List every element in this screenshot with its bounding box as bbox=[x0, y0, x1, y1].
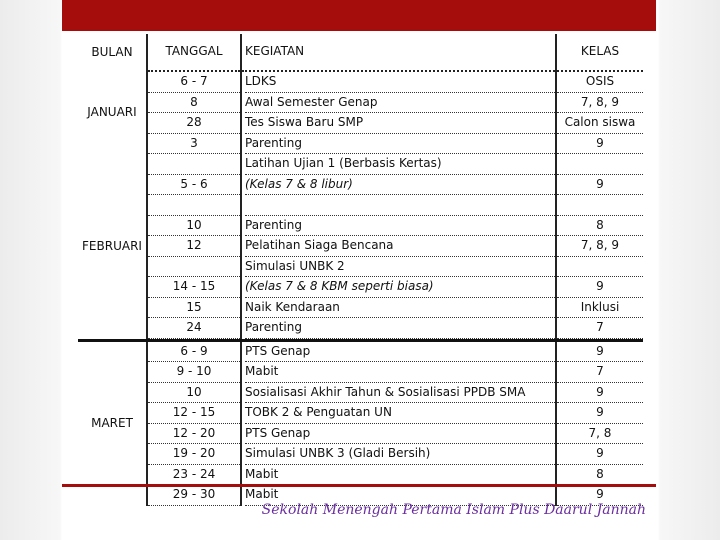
kegiatan-line: Awal Semester Genap bbox=[245, 93, 555, 114]
tanggal-line: 14 - 15 bbox=[148, 277, 240, 298]
kegiatan-cell bbox=[241, 71, 556, 154]
header-bar bbox=[62, 0, 656, 31]
tanggal-line: 9 - 10 bbox=[148, 362, 240, 383]
month-group-maret bbox=[78, 340, 643, 506]
header-bulan: BULAN bbox=[78, 34, 147, 71]
kegiatan-line: Parenting bbox=[245, 318, 555, 339]
kegiatan-line: Simulasi UNBK 3 (Gladi Bersih) bbox=[245, 444, 555, 465]
kegiatan-line: TOBK 2 & Penguatan UN bbox=[245, 403, 555, 424]
kelas-line bbox=[557, 257, 643, 278]
tanggal-line: 6 - 9 bbox=[148, 342, 240, 363]
tanggal-line: 12 bbox=[148, 236, 240, 257]
tanggal-line bbox=[148, 154, 240, 175]
kegiatan-line: PTS Genap bbox=[245, 342, 555, 363]
kegiatan-line: Mabit bbox=[245, 362, 555, 383]
kegiatan-line: PTS Genap bbox=[245, 424, 555, 445]
kelas-line: 7 bbox=[557, 362, 643, 383]
kelas-line: 7, 8 bbox=[557, 424, 643, 445]
kelas-line bbox=[557, 195, 643, 216]
tanggal-cell bbox=[147, 340, 241, 506]
kegiatan-line: Sosialisasi Akhir Tahun & Sosialisasi PPDB SMA bbox=[245, 383, 555, 404]
kelas-line: 9 bbox=[557, 383, 643, 404]
kegiatan-cell bbox=[241, 154, 556, 340]
kelas-line: 9 bbox=[557, 175, 643, 196]
kelas-line bbox=[557, 154, 643, 175]
kegiatan-line: Tes Siswa Baru SMP bbox=[245, 113, 555, 134]
month-group-februari bbox=[78, 154, 643, 340]
kegiatan-line: Pelatihan Siaga Bencana bbox=[245, 236, 555, 257]
kegiatan-note: (Kelas 7 & 8 libur) bbox=[245, 175, 555, 196]
kelas-cell bbox=[556, 71, 643, 154]
kelas-line: Inklusi bbox=[557, 298, 643, 319]
kelas-line: 8 bbox=[557, 216, 643, 237]
kegiatan-line: Latihan Ujian 1 (Berbasis Kertas) bbox=[245, 154, 555, 175]
kegiatan-line: Mabit bbox=[245, 465, 555, 486]
kelas-line: 7, 8, 9 bbox=[557, 93, 643, 114]
header-row bbox=[78, 34, 643, 71]
kegiatan-line: LDKS bbox=[245, 72, 555, 93]
header-kegiatan: KEGIATAN bbox=[241, 34, 556, 71]
kegiatan-line: Mabit bbox=[245, 485, 555, 506]
tanggal-line bbox=[148, 257, 240, 278]
kelas-line: 9 bbox=[557, 444, 643, 465]
kegiatan-cell bbox=[241, 340, 556, 506]
month-group-januari bbox=[78, 71, 643, 154]
tanggal-cell bbox=[147, 71, 241, 154]
school-name-footer: Sekolah Menengah Pertama Islam Plus Daarul Jannah bbox=[261, 502, 646, 518]
month-label: FEBRUARI bbox=[78, 154, 147, 340]
kelas-line: 9 bbox=[557, 134, 643, 155]
tanggal-line: 15 bbox=[148, 298, 240, 319]
tanggal-line: 5 - 6 bbox=[148, 175, 240, 196]
tanggal-line: 12 - 20 bbox=[148, 424, 240, 445]
tanggal-line: 28 bbox=[148, 113, 240, 134]
tanggal-line: 24 bbox=[148, 318, 240, 339]
kelas-line: 9 bbox=[557, 485, 643, 506]
month-label: JANUARI bbox=[78, 71, 147, 154]
tanggal-line: 6 - 7 bbox=[148, 72, 240, 93]
tanggal-line: 19 - 20 bbox=[148, 444, 240, 465]
tanggal-line: 10 bbox=[148, 216, 240, 237]
kelas-line: 9 bbox=[557, 403, 643, 424]
kelas-line: 8 bbox=[557, 465, 643, 486]
kegiatan-line: Parenting bbox=[245, 216, 555, 237]
tanggal-line: 10 bbox=[148, 383, 240, 404]
header-tanggal: TANGGAL bbox=[147, 34, 241, 71]
kelas-line: 7, 8, 9 bbox=[557, 236, 643, 257]
kelas-line: OSIS bbox=[557, 72, 643, 93]
schedule-table bbox=[78, 34, 643, 506]
kegiatan-line: Naik Kendaraan bbox=[245, 298, 555, 319]
tanggal-line: 23 - 24 bbox=[148, 465, 240, 486]
kelas-line: Calon siswa bbox=[557, 113, 643, 134]
kelas-line: 9 bbox=[557, 342, 643, 363]
tanggal-line: 8 bbox=[148, 93, 240, 114]
kelas-line: 7 bbox=[557, 318, 643, 339]
kegiatan-line bbox=[245, 195, 555, 216]
footer-rule bbox=[62, 484, 656, 487]
kelas-line: 9 bbox=[557, 277, 643, 298]
header-kelas: KELAS bbox=[556, 34, 643, 71]
kelas-cell bbox=[556, 340, 643, 506]
tanggal-line: 12 - 15 bbox=[148, 403, 240, 424]
kelas-cell bbox=[556, 154, 643, 340]
month-label: MARET bbox=[78, 340, 147, 506]
kegiatan-line: Parenting bbox=[245, 134, 555, 155]
tanggal-line bbox=[148, 195, 240, 216]
tanggal-line: 29 - 30 bbox=[148, 485, 240, 506]
tanggal-line: 3 bbox=[148, 134, 240, 155]
tanggal-cell bbox=[147, 154, 241, 340]
kegiatan-line: Simulasi UNBK 2 bbox=[245, 257, 555, 278]
kegiatan-note: (Kelas 7 & 8 KBM seperti biasa) bbox=[245, 277, 555, 298]
